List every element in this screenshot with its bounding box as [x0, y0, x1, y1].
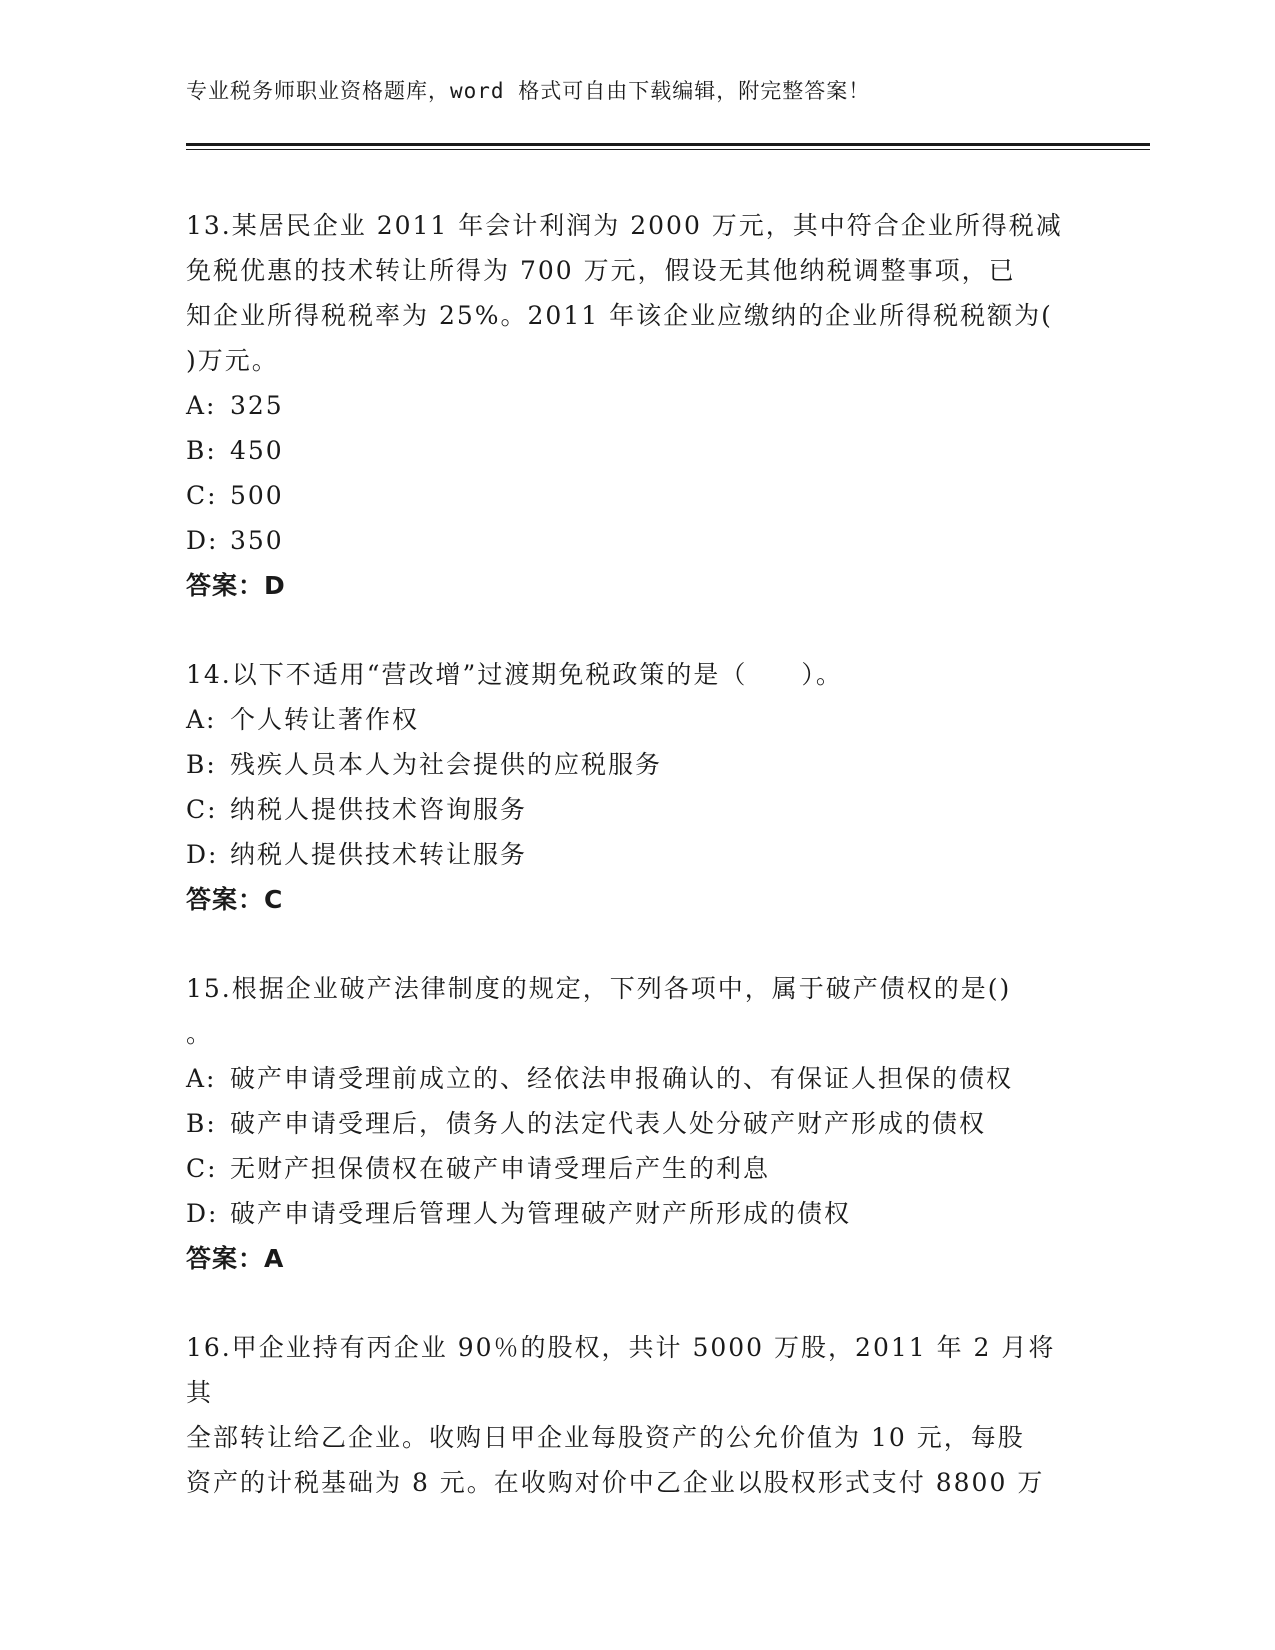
option-label: B:	[186, 1109, 217, 1138]
spacer	[186, 1281, 1066, 1325]
option-text: 无财产担保债权在破产申请受理后产生的利息	[230, 1154, 771, 1183]
option-label: D:	[186, 526, 219, 555]
question-text: 13.某居民企业 2011 年会计利润为 2000 万元，其中符合企业所得税减 免税优惠的技术转让所得为 700 万元，假设无其他纳税调整事项，已 知企业所得税税率为 25%。2011 年该企业应缴纳的企业所得税税额为( )万元。	[186, 211, 1063, 375]
option-label: C:	[186, 1154, 218, 1183]
option-label: C:	[186, 795, 218, 824]
question-text: 16.甲企业持有丙企业 90％的股权，共计 5000 万股，2011 年 2 月将其 全部转让给乙企业。收购日甲企业每股资产的公允价值为 10 元，每股 资产的计税基础为 8 元。在收购对价中乙企业以股权形式支付 8800 万	[186, 1333, 1056, 1497]
option-c	[186, 473, 1066, 518]
option-label: D:	[186, 840, 219, 869]
option-b	[186, 1101, 1066, 1146]
option-text: 纳税人提供技术咨询服务	[230, 795, 528, 824]
spacer	[186, 922, 1066, 966]
option-b	[186, 742, 1066, 787]
option-label: A:	[186, 1064, 217, 1093]
answer-line: 答案：A	[186, 1244, 285, 1273]
option-a	[186, 697, 1066, 742]
option-label: B:	[186, 436, 217, 465]
question-text: 15.根据企业破产法律制度的规定，下列各项中，属于破产债权的是() 。	[186, 974, 1012, 1048]
question-text: 14.以下不适用“营改增”过渡期免税政策的是（ ）。	[186, 660, 843, 689]
question-13	[186, 203, 1066, 608]
option-d	[186, 1191, 1066, 1236]
question-16	[186, 1325, 1066, 1505]
option-label: A:	[186, 705, 217, 734]
header-rule-thick	[186, 143, 1150, 146]
option-label: B:	[186, 750, 217, 779]
question-15	[186, 966, 1066, 1281]
option-text: 个人转让著作权	[230, 705, 420, 734]
answer-line: 答案：D	[186, 571, 286, 600]
option-d	[186, 518, 1066, 563]
option-text: 破产申请受理后管理人为管理破产财产所形成的债权	[230, 1199, 852, 1228]
option-b	[186, 428, 1066, 473]
answer-line: 答案：C	[186, 885, 284, 914]
option-label: A:	[186, 391, 217, 420]
option-text: 350	[230, 526, 284, 555]
question-14	[186, 652, 1066, 922]
option-text: 325	[230, 391, 284, 420]
option-c	[186, 1146, 1066, 1191]
option-a	[186, 383, 1066, 428]
option-label: D:	[186, 1199, 219, 1228]
page-header: 专业税务师职业资格题库，word 格式可自由下载编辑，附完整答案！	[186, 79, 871, 103]
spacer	[186, 608, 1066, 652]
option-text: 残疾人员本人为社会提供的应税服务	[230, 750, 663, 779]
option-d	[186, 832, 1066, 877]
option-text: 破产申请受理前成立的、经依法申报确认的、有保证人担保的债权	[230, 1064, 1014, 1093]
option-text: 450	[230, 436, 284, 465]
question-list	[186, 203, 1066, 1505]
option-text: 500	[230, 481, 284, 510]
option-label: C:	[186, 481, 218, 510]
option-c	[186, 787, 1066, 832]
header-rule-thin	[186, 149, 1150, 150]
option-text: 破产申请受理后，债务人的法定代表人处分破产财产形成的债权	[230, 1109, 987, 1138]
option-text: 纳税人提供技术转让服务	[230, 840, 528, 869]
option-a	[186, 1056, 1066, 1101]
